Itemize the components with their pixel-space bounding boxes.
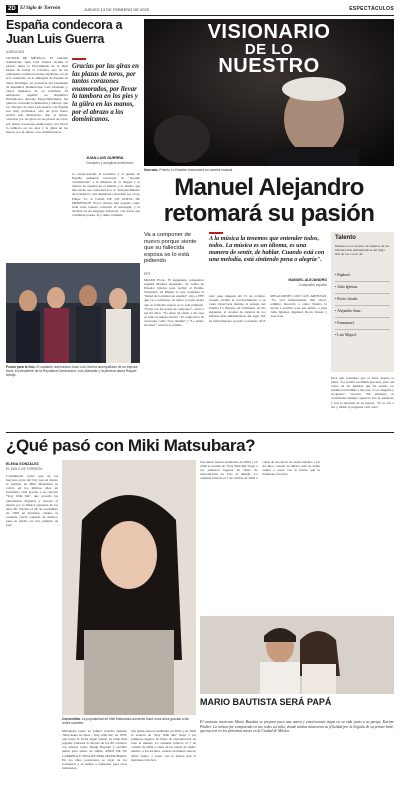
guerra-headline: España condecora a Juan Luis Guerra (6, 18, 123, 46)
manuel-body-col1: MIAMI, EUA.- El legendario compositor español Manuel Alejandro, de vuelta en Estados Unidos para recibir el Premio Visionario en Miami, lo que considera la "mitad de la música en español", dijo a EFE que va a componer de nuevo porque siente que su fallecida esposa se lo está pidiendo. "Estoy con las ganas de componer", contó a sus 92 años. "Yo antes de entrar a mi casa ya tenía la música hecha". El compositor de canciones como "Soy rebelde" y "Lo siento mi amor" volverá al estudio. (144, 278, 204, 328)
bautista-body: El cantante mexicano Mario Bautista se prepara para una nueva y emocionante etapa en su vida junto a su pareja, Karime Pindter. La noticia fue compartida en sus redes sociales, donde ambos mostraron su felicidad por la llegada de su primer bebé, que nacerá en los próximos meses en la Ciudad de México. (200, 720, 394, 734)
couple-photo-icon (200, 616, 394, 694)
manuel-body-col2: tuvo pese después del 15 de octubre, cuando recibió el reconocimiento a su vasta trayectoria durante la entrega del Premio Lo Nuestro de Univisión. Al día siguiente, el creador de algunos de los baladas más emblemáticas del siglo XX en habla hispana recordó a su musa. SUS RELACIONES CON LOS ARTISTAS: "Yo viví intensamente mis años", admitió. Recordó a cómo Sinatra lo invitó a escribir para sus temas, o para Julio Iglesias, Raphael, Rocío Jurado y José José. (209, 294, 327, 323)
talento-artist: Alejandro Sanz. (337, 309, 362, 313)
miki-author: ELENA GONZÁLEZ (6, 462, 39, 466)
guerra-quote: Gracias por las giras en las plazas de toros, por tantos corazones enamorados, por llevar la tambora en los pies y la güira en las manos, por el abrazo a los dominicanos. (72, 63, 139, 124)
talento-item: • Julio Iglesias. (335, 282, 390, 294)
manuel-headline-line1: Manuel Alejandro (174, 174, 364, 201)
manuel-promo-photo (144, 19, 394, 166)
manuel-quote-box (209, 232, 327, 290)
manuel-quote: A la música la tenemos que entender todos, todos. La música es un idioma, es una manera de sentir, de hablar. Cuando está con una melodía, está sintiendo pena o alegría". (209, 235, 325, 263)
people-posing-icon (6, 263, 140, 363)
guerra-body-col2: la condecoración, el Gobierno y el pueblo de España quisieron reconocer su "enorme contribución" a la difusión de la lengua y la cultura en español en el mundo y lo mucho que han hecho sus canciones por el "enriquecimiento de la música", una distinción concedida por el rey Felipe VI. A CASO DE UN POETA DE MERENGUE: Pocos artistas han logrado como Juan Luis Guerra convertir el merengue y la bachata en un lenguaje universal, con letras que combinan poesía, fe y ritmo caribeño. (72, 172, 140, 217)
talento-list (335, 270, 390, 341)
guerra-photo (6, 263, 140, 363)
bautista-photo (200, 616, 394, 694)
page-number: 2D (8, 6, 16, 12)
miki-photo-caption (62, 717, 196, 727)
talento-intro: Manuel es el creador de algunas de las baladas más emblemáticas del siglo XX en los voces de: (335, 244, 389, 257)
manuel-byline: EFE (144, 272, 151, 276)
miki-headline: ¿Qué pasó con Miki Matsubara? (6, 436, 256, 455)
miki-outlet: EL SIGLO DE TORREÓN (6, 467, 43, 471)
section-name: ESPECTÁCULOS (349, 5, 394, 12)
talento-item: • Alejandro Sanz. (335, 306, 390, 318)
issue-date: JUEVES 13 DE FEBRERO DE 2025 (84, 6, 149, 12)
talento-box (331, 232, 394, 372)
miki-body-col2: Matsubara lanzó su primer sencillo titulado "Mayonaka no Door / Stay with me" en 1979, que hasta la fecha sigue siendo su tema más popular. Durante la década de los 80 colaboró con artistas como Tetsuji Hayashi y escribió temas para series de anime. AÑOS DE SU CARRERA Y VIDA DE MIKI MATSUBARA: En los años posteriores se alejó de los escenarios y se dedicó a componer para otros intérpretes. (62, 729, 127, 770)
miki-photo (62, 460, 196, 715)
promo-title-line2: DE LO (244, 41, 294, 58)
promo-title-line3: NUESTRO (218, 55, 320, 77)
manuel-quote-role: Compositor español (298, 283, 327, 287)
newspaper-name: El Siglo de Torreón (20, 6, 61, 11)
bautista-headline: MARIO BAUTISTA SERÁ PAPÁ (200, 697, 332, 707)
talento-item: • Luis Miguel. (335, 333, 357, 337)
manuel-photo-caption (144, 168, 394, 172)
miki-caption-label: Consentida. (62, 717, 81, 721)
manuel-body-col3: hace que considere que el amor inspira la pieza. "Le escribí un álbum precioso, pero así como de las muletas que he tenido. Le pusimos incredible a mi casa, a Los Ángeles y Acapulco", recordó. Sin embargo, la creatividad siempre aparecía tras la ausencia, y tras la decisión de su esposa. "Yo te veo a mí, y llamé, le pregunté a mi casa". (331, 376, 394, 409)
talento-artist: Raphael. (337, 273, 351, 277)
miki-body-col3: Sus temas fueron reeditados en 2004 y en 2020 la versión de "Stay With Me" llegó a los primeros lugares de listas de reproducción en todo el mundo. La cantante falleció el 7 de octubre de 2004 a causa de un cáncer de cuello uterino, a los 44 años, cuando su música aún no había vuelto a sonar con la fuerza que la mantiene viva hoy. (131, 729, 196, 762)
guerra-quote-box (72, 56, 140, 168)
guerra-caption-label: Posan para la foto. (6, 365, 36, 369)
talento-item: • Raphael. (335, 270, 390, 282)
quote-rule (209, 232, 223, 234)
guerra-byline: AGENCIAS (6, 50, 25, 54)
talento-artist: Emmanuel. (337, 321, 355, 325)
section-divider (6, 432, 394, 433)
quote-rule (72, 58, 86, 60)
miki-body-col4: Sus temas fueron reeditados en 2004 y en 2020 la versión de "Stay With Me" llegó a los primeros lugares de listas de reproducción en todo el mundo. La cantante falleció el 7 de octubre de 2004 a causa de un cáncer de cuello uterino, a los 44 años, cuando su música aún no había vuelto a sonar con la fuerza que la mantiene viva hoy. (200, 460, 320, 481)
miki-portrait-icon (62, 460, 196, 715)
talento-item: • Emmanuel. (335, 318, 390, 330)
miki-body-col1: Considerada como una de las mayores joyas del City pop en Japón, el nombre de Miki Matsubara se volvió en los últimos años un fenómeno viral gracias a su canción "Stay With Me", que recorrió las plataformas digitales y reavivó el interés por la música japonesa de los años 80. Nacida el 28 de noviembre de 1959 en Kadoma, Osaka, la cantante creció rodeada de música, pues su madre era una pianista de jazz. (6, 474, 58, 528)
talento-item: • Rocío Jurado. (335, 294, 390, 306)
talento-artist: Julio Iglesias. (337, 285, 359, 289)
manuel-deck: Va a componer de nuevo porque siente que su fallecida esposa se lo está pidiendo (144, 232, 197, 265)
talento-artist: Luis Miguel. (337, 333, 357, 337)
guerra-caption-text: El cantante dominicano Juan Luis Guerra acompañado de su esposa Nora, el presidente de la República Dominicana, Luis Abinader y la primera dama Raquel Arbaje. (6, 365, 138, 377)
guerra-body-col1: CIUDAD DE MÉXICO.- El cantante dominicano Juan Luis Guerra recibió el pasado lunes la Encomienda de la Real Orden de Isabel la Católica, una de las principales condecoraciones españolas, en un acto celebrado en la embajada de España en Santo Domingo, en presencia del presidente de República Dominicana, Luis Abinader, y varios ministros de su Gabinete. El embajador español en República Dominicana, Antonio Pérez-Hernández, fue quien le concedió la distinción y subrayó que los vínculos de Juan Luis Guerra con España son muy profundos. «Es un gran honor recibir esta distinción», dijo el artista. «Gracias por las giras en las plazas de toros, por tantos corazones enamorados, por llevar la tambora en los pies y la güira en las manos, por el abrazo a los dominicanos». (6, 56, 68, 134)
talento-title: Talento (335, 235, 356, 241)
talento-artist: Rocío Jurado. (337, 297, 359, 301)
miki-caption-text: La popularidad de Miki Matsubara aumentó hace unos años gracias a las redes sociales. (62, 717, 189, 726)
manuel-quote-author: MANUEL ALEJANDRO (288, 278, 327, 282)
guerra-quote-author: JUAN LUIS GUERRA (86, 156, 124, 160)
page-header (6, 5, 394, 14)
manuel-caption-label: Honrado. (144, 168, 159, 172)
promo-title (144, 23, 394, 76)
manuel-headline (144, 175, 394, 227)
manuel-caption-text: Premio Lo Nuestro reconocerá su carrera musical. (159, 168, 234, 172)
manuel-headline-line2: retomará su pasión (163, 200, 375, 227)
guerra-photo-caption (6, 365, 140, 378)
header-rule (6, 15, 394, 16)
guerra-quote-role: Cantautor y arreglista dominicano (86, 161, 134, 165)
promo-title-line1: VISIONARIO (207, 21, 331, 43)
